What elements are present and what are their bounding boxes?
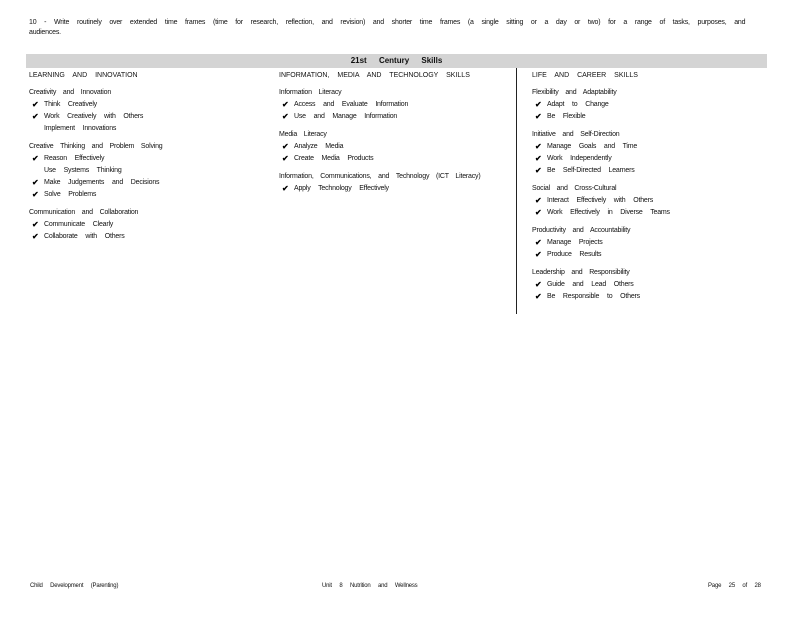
skill-group: [532, 129, 762, 177]
skill-item: [279, 153, 509, 165]
skill-item: [279, 99, 509, 111]
skill-group: [279, 87, 509, 123]
skill-subitem: Implement Innovations: [44, 125, 117, 132]
skill-item: [532, 195, 762, 207]
skill-item-label: Work Independently: [547, 155, 612, 162]
skill-item: [29, 231, 269, 243]
skill-group-title: Creative Thinking and Problem Solving: [29, 143, 163, 150]
skill-item-label: Produce Results: [547, 251, 602, 258]
footer-course: Child Development (Parenting): [30, 583, 119, 589]
skill-group: [29, 207, 269, 243]
skill-group: [532, 267, 762, 303]
column-divider: [516, 68, 517, 314]
skill-item: [532, 291, 762, 303]
skill-subitem: Use Systems Thinking: [44, 167, 122, 174]
column-heading: LIFE AND CAREER SKILLS: [532, 72, 638, 79]
skill-group-title: Flexibility and Adaptability: [532, 89, 617, 96]
check-icon: ✔: [535, 238, 542, 247]
skill-item-label: Collaborate with Others: [44, 233, 125, 240]
skill-item: [279, 141, 509, 153]
skill-item: [279, 111, 509, 123]
skill-item-label: Manage Goals and Time: [547, 143, 638, 150]
check-icon: ✔: [32, 178, 39, 187]
check-icon: ✔: [282, 100, 289, 109]
skill-item: [29, 153, 269, 165]
skill-group: [532, 183, 762, 219]
skill-item: [532, 141, 762, 153]
skill-item-label: Apply Technology Effectively: [294, 185, 389, 192]
skill-item: [532, 249, 762, 261]
skill-item-label: Think Creatively: [44, 101, 97, 108]
check-icon: ✔: [535, 280, 542, 289]
skill-group-title: Information, Communications, and Technology (ICT Literacy): [279, 173, 481, 180]
skill-item-label: Use and Manage Information: [294, 113, 398, 120]
intro-text: 10 - Write routinely over extended time frames (time for research, reflection, and revision) and shorter time frames (a single sitting or a day or two) for a range of tasks, purposes, and audiences.: [29, 19, 746, 36]
check-icon: ✔: [535, 100, 542, 109]
check-icon: ✔: [32, 154, 39, 163]
skill-item: [532, 111, 762, 123]
skill-item: [532, 153, 762, 165]
skill-item: [279, 183, 509, 195]
section-banner: 21st Century Skills: [26, 54, 767, 68]
skill-item: [532, 279, 762, 291]
check-icon: ✔: [535, 142, 542, 151]
skill-group-title: Leadership and Responsibility: [532, 269, 630, 276]
column-groups: [279, 87, 509, 195]
skill-group: [532, 225, 762, 261]
check-icon: ✔: [282, 154, 289, 163]
skill-item: [532, 237, 762, 249]
check-icon: ✔: [535, 112, 542, 121]
skill-group: [532, 87, 762, 123]
check-icon: ✔: [535, 292, 542, 301]
skill-item-label: Create Media Products: [294, 155, 374, 162]
skill-item-label: Analyze Media: [294, 143, 344, 150]
check-icon: ✔: [32, 190, 39, 199]
check-icon: ✔: [535, 154, 542, 163]
skill-item: [29, 189, 269, 201]
skill-group: [279, 129, 509, 165]
skill-group-title: Communication and Collaboration: [29, 209, 139, 216]
check-icon: ✔: [535, 196, 542, 205]
skill-group: [279, 171, 509, 195]
column-life-career: [532, 72, 762, 309]
skill-item: [29, 219, 269, 231]
check-icon: ✔: [535, 166, 542, 175]
column-groups: [29, 87, 269, 243]
skill-item-label: Solve Problems: [44, 191, 97, 198]
check-icon: ✔: [535, 250, 542, 259]
skill-item: [29, 99, 269, 111]
column-learning-innovation: [29, 72, 269, 249]
skill-item-label: Manage Projects: [547, 239, 603, 246]
column-heading: LEARNING AND INNOVATION: [29, 72, 138, 79]
skill-item-label: Work Creatively with Others: [44, 113, 144, 120]
skill-group-title: Social and Cross-Cultural: [532, 185, 617, 192]
skill-item-label: Guide and Lead Others: [547, 281, 634, 288]
skill-item: [29, 111, 269, 123]
skill-group-title: Productivity and Accountability: [532, 227, 631, 234]
column-heading: INFORMATION, MEDIA AND TECHNOLOGY SKILLS: [279, 72, 470, 79]
skill-group: [29, 87, 269, 135]
check-icon: ✔: [535, 208, 542, 217]
skill-item-label: Be Flexible: [547, 113, 586, 120]
skill-item-label: Access and Evaluate Information: [294, 101, 409, 108]
skill-group: [29, 141, 269, 201]
skill-item-label: Make Judgements and Decisions: [44, 179, 160, 186]
skill-group-title: Initiative and Self-Direction: [532, 131, 620, 138]
skill-item-label: Be Self-Directed Learners: [547, 167, 635, 174]
skill-group-title: Media Literacy: [279, 131, 327, 138]
skill-item-label: Work Effectively in Diverse Teams: [547, 209, 670, 216]
skill-item-label: Adapt to Change: [547, 101, 609, 108]
skill-item-label: Reason Effectively: [44, 155, 105, 162]
skill-item: [532, 99, 762, 111]
check-icon: ✔: [32, 220, 39, 229]
check-icon: ✔: [32, 100, 39, 109]
skill-group-title: Information Literacy: [279, 89, 342, 96]
skill-item: [532, 207, 762, 219]
skill-item: [532, 165, 762, 177]
check-icon: ✔: [282, 184, 289, 193]
check-icon: ✔: [32, 232, 39, 241]
check-icon: ✔: [32, 112, 39, 121]
skill-item-label: Interact Effectively with Others: [547, 197, 654, 204]
skill-item: [29, 177, 269, 189]
column-information-media-technology: [279, 72, 509, 201]
column-groups: [532, 87, 762, 303]
skill-group-title: Creativity and Innovation: [29, 89, 112, 96]
skill-item-label: Communicate Clearly: [44, 221, 114, 228]
footer-page-number: Page 25 of 28: [708, 583, 761, 589]
check-icon: ✔: [282, 142, 289, 151]
skill-item-label: Be Responsible to Others: [547, 293, 640, 300]
footer-unit: Unit 8 Nutrition and Wellness: [322, 583, 418, 589]
check-icon: ✔: [282, 112, 289, 121]
